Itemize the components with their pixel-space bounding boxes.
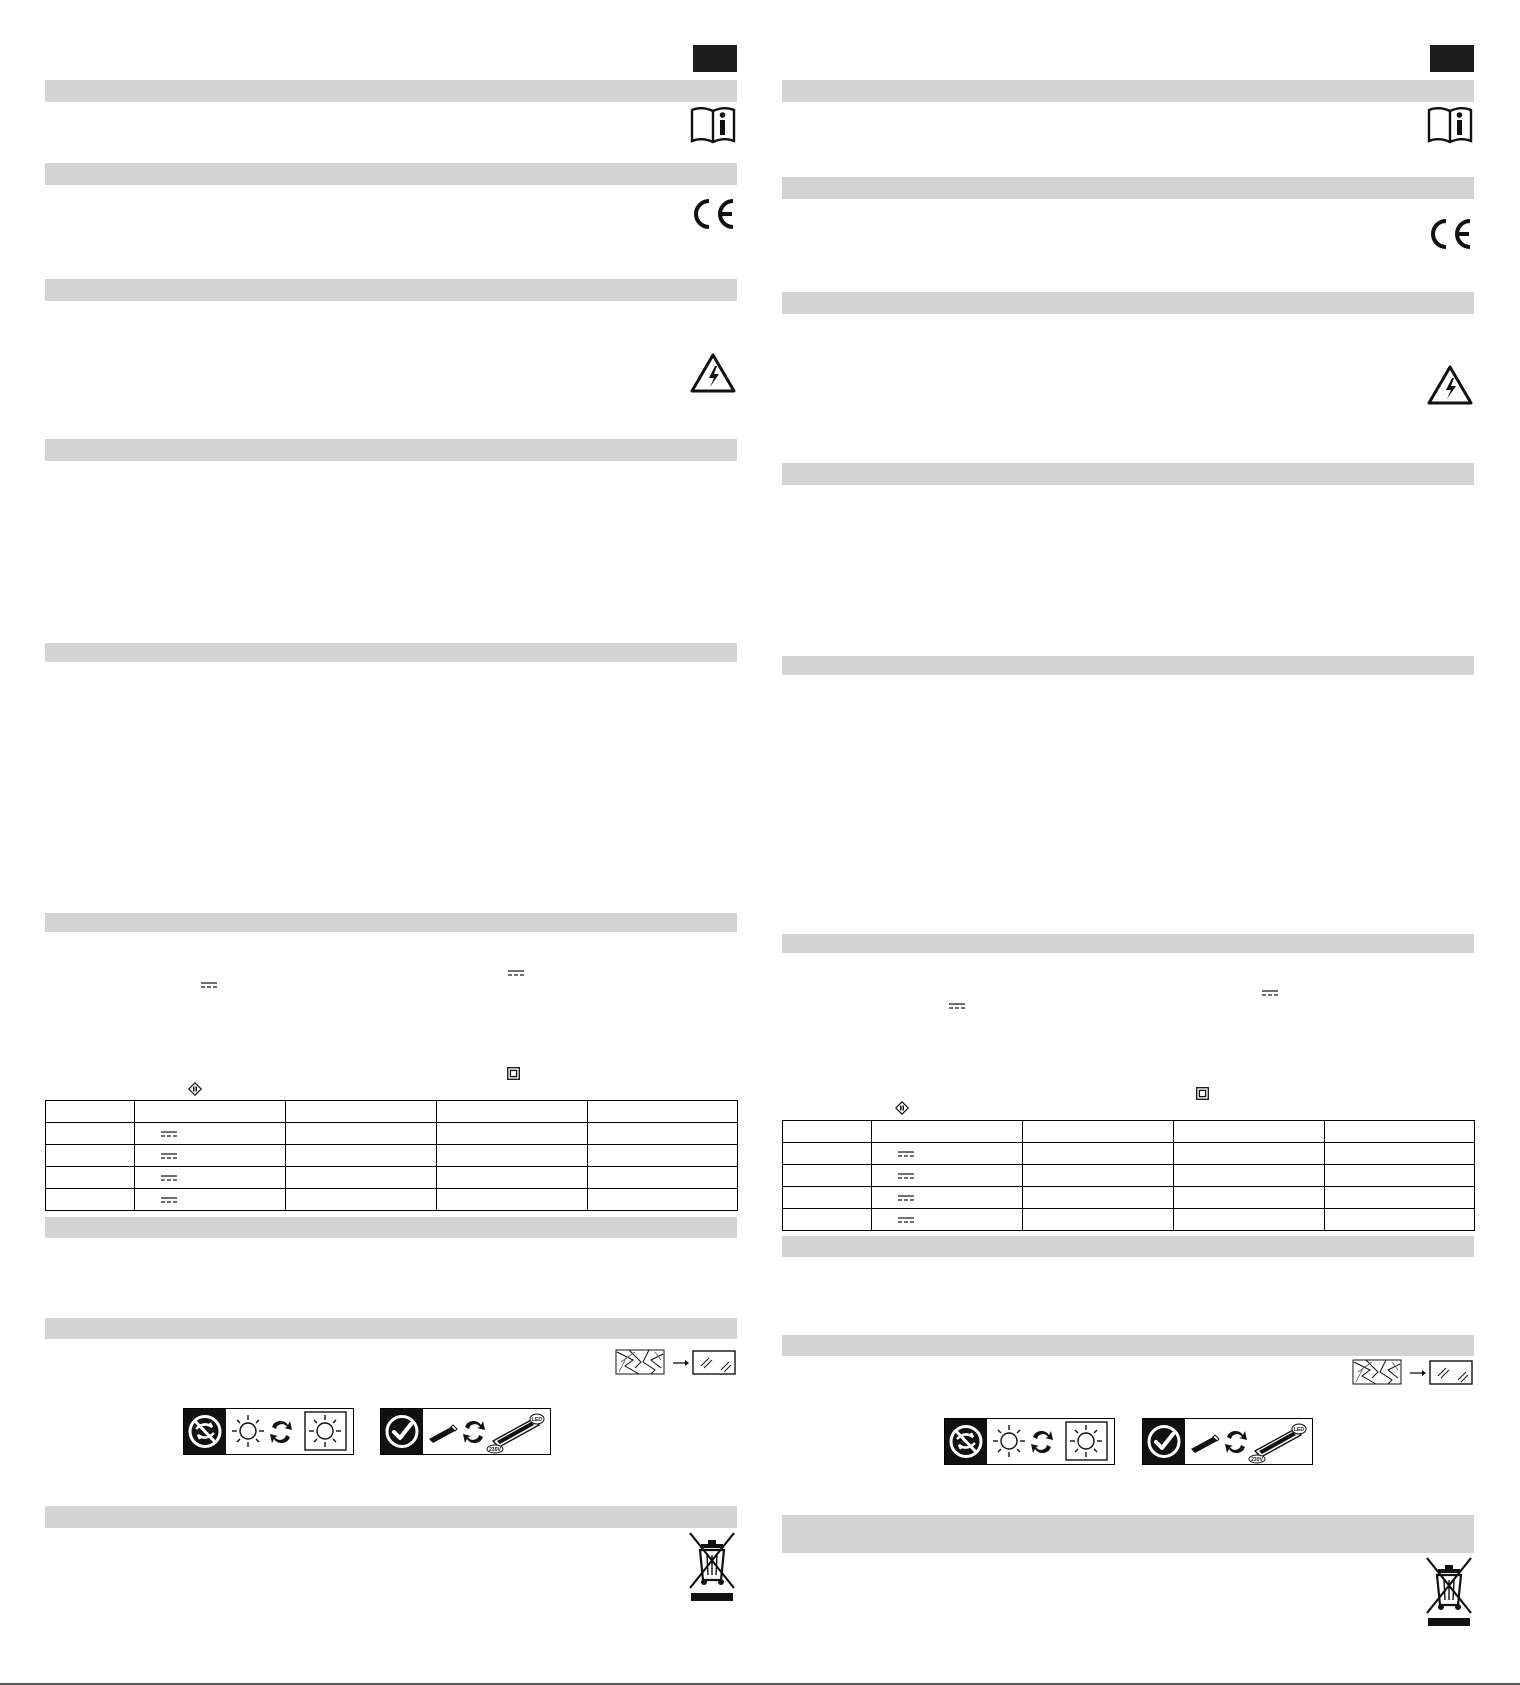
section-header-bar <box>45 163 737 185</box>
table-cell <box>588 1189 738 1211</box>
led-badge-text: LED <box>532 1417 542 1423</box>
table-cell <box>588 1145 738 1167</box>
table-row <box>783 1187 1475 1209</box>
section-header-bar <box>45 1318 737 1339</box>
dc-symbol-icon <box>898 1217 914 1224</box>
page-column-right <box>782 0 1474 1685</box>
table-cell <box>783 1121 872 1143</box>
class-ii-icon <box>1196 1087 1209 1100</box>
table-cell <box>783 1187 872 1209</box>
dc-symbol-icon <box>201 982 217 989</box>
replace-glass-icon <box>615 1348 737 1378</box>
dc-symbol-icon <box>898 1195 914 1202</box>
table-row <box>46 1189 738 1211</box>
table-row <box>783 1143 1475 1165</box>
table-cell <box>286 1101 437 1123</box>
table-cell <box>46 1101 135 1123</box>
section-header-bar <box>45 913 737 932</box>
table-row <box>46 1167 738 1189</box>
section-header-bar <box>782 1335 1474 1356</box>
table-cell <box>1325 1209 1475 1231</box>
dc-symbol-icon <box>508 970 524 977</box>
dc-symbol-icon <box>161 1153 177 1160</box>
section-header-bar <box>45 1217 737 1238</box>
table-cell <box>872 1121 1023 1143</box>
led-module-swap-illustration <box>1187 1419 1311 1464</box>
language-tab <box>1430 45 1474 72</box>
replace-glass-icon <box>1352 1358 1474 1388</box>
table-cell <box>1174 1165 1325 1187</box>
table-cell <box>1023 1143 1174 1165</box>
page-column-left <box>45 0 737 1685</box>
table-cell <box>1325 1143 1475 1165</box>
table-cell <box>286 1123 437 1145</box>
section-header-bar <box>782 292 1474 314</box>
table-cell <box>135 1101 286 1123</box>
specification-table <box>782 1120 1475 1231</box>
table-cell <box>437 1123 588 1145</box>
dc-symbol-icon <box>898 1173 914 1180</box>
no-replace-icon <box>945 1419 987 1464</box>
class-iii-icon <box>895 1101 909 1115</box>
book-info-icon <box>1427 106 1473 144</box>
table-cell <box>1174 1209 1325 1231</box>
specification-table <box>45 1100 738 1211</box>
table-cell <box>437 1189 588 1211</box>
section-header-bar <box>782 656 1474 675</box>
class-iii-icon <box>188 1082 202 1096</box>
table-cell <box>1174 1143 1325 1165</box>
table-cell <box>588 1101 738 1123</box>
weee-bin-icon <box>687 1530 737 1602</box>
bulb-swap-illustration <box>989 1419 1113 1464</box>
table-cell <box>588 1167 738 1189</box>
table-cell <box>1325 1165 1475 1187</box>
section-header-bar <box>45 279 737 301</box>
voltage-badge-text: 230V <box>1251 1457 1263 1463</box>
table-cell <box>437 1145 588 1167</box>
dc-symbol-icon <box>161 1197 177 1204</box>
check-badge <box>1143 1419 1185 1464</box>
table-cell <box>135 1189 286 1211</box>
section-header-bar <box>45 80 737 102</box>
table-header-row <box>783 1121 1475 1143</box>
class-ii-icon <box>507 1067 520 1080</box>
table-row <box>783 1209 1475 1231</box>
no-replace-icon <box>184 1409 226 1454</box>
table-cell <box>286 1167 437 1189</box>
led-module-swap-illustration <box>425 1409 549 1454</box>
language-tab <box>693 45 737 72</box>
table-cell <box>872 1143 1023 1165</box>
dc-symbol-icon <box>1262 990 1278 997</box>
check-badge <box>381 1409 423 1454</box>
crossed-replace-badge <box>945 1419 987 1464</box>
ce-mark-icon <box>1427 218 1473 250</box>
replaceable-led-module-box <box>1142 1418 1313 1465</box>
table-cell <box>783 1165 872 1187</box>
table-cell <box>46 1123 135 1145</box>
section-header-bar <box>45 1506 737 1528</box>
bulb-swap-illustration <box>228 1409 352 1454</box>
table-cell <box>286 1145 437 1167</box>
table-cell <box>1174 1187 1325 1209</box>
table-cell <box>46 1145 135 1167</box>
table-cell <box>872 1187 1023 1209</box>
table-row <box>46 1123 738 1145</box>
weee-bin-icon <box>1424 1555 1474 1627</box>
section-header-bar <box>782 177 1474 199</box>
section-header-bar <box>45 439 737 461</box>
section-header-bar <box>782 80 1474 102</box>
table-row <box>46 1145 738 1167</box>
table-cell <box>1023 1121 1174 1143</box>
table-cell <box>872 1165 1023 1187</box>
dc-symbol-icon <box>898 1151 914 1158</box>
table-cell <box>135 1145 286 1167</box>
table-cell <box>286 1189 437 1211</box>
crossed-replace-badge <box>184 1409 226 1454</box>
section-header-bar <box>45 643 737 662</box>
table-cell <box>135 1167 286 1189</box>
section-header-bar <box>782 934 1474 953</box>
table-cell <box>1174 1121 1325 1143</box>
table-cell <box>1023 1165 1174 1187</box>
table-cell <box>872 1209 1023 1231</box>
non-replaceable-light-source-box <box>183 1408 354 1455</box>
checkmark-icon <box>381 1409 423 1454</box>
table-cell <box>1325 1187 1475 1209</box>
book-info-icon <box>690 106 736 144</box>
led-badge-text: LED <box>1294 1427 1304 1433</box>
table-cell <box>437 1167 588 1189</box>
dc-symbol-icon <box>161 1175 177 1182</box>
electric-hazard-icon <box>1426 364 1474 406</box>
dc-symbol-icon <box>949 1003 965 1010</box>
table-header-row <box>46 1101 738 1123</box>
table-cell <box>588 1123 738 1145</box>
table-row <box>783 1165 1475 1187</box>
table-cell <box>1023 1209 1174 1231</box>
table-cell <box>783 1143 872 1165</box>
table-cell <box>46 1189 135 1211</box>
dc-symbol-icon <box>161 1131 177 1138</box>
section-header-bar <box>782 1236 1474 1257</box>
table-cell <box>1023 1187 1174 1209</box>
non-replaceable-light-source-box <box>944 1418 1115 1465</box>
table-cell <box>46 1167 135 1189</box>
replaceable-led-module-box <box>380 1408 551 1455</box>
table-cell <box>437 1101 588 1123</box>
table-cell <box>1325 1121 1475 1143</box>
ce-mark-icon <box>690 198 736 230</box>
section-header-bar <box>782 463 1474 485</box>
section-header-bar <box>782 1515 1474 1553</box>
voltage-badge-text: 230V <box>489 1447 501 1453</box>
checkmark-icon <box>1143 1419 1185 1464</box>
table-cell <box>135 1123 286 1145</box>
table-cell <box>783 1209 872 1231</box>
electric-hazard-icon <box>689 352 737 394</box>
